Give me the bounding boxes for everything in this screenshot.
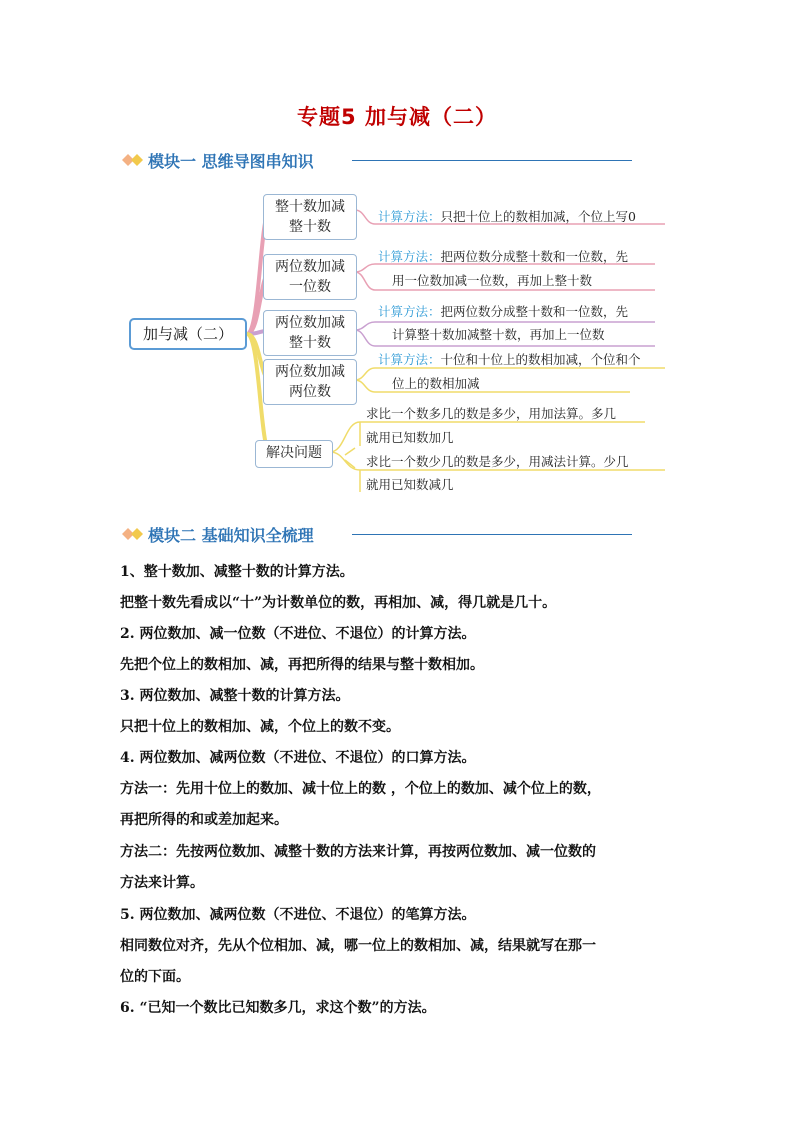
mind-map-leaf: 计算方法：把两位数分成整十数和一位数，先: [378, 304, 629, 319]
mind-map-leaf: 计算方法：只把十位上的数相加减，个位上写0: [378, 209, 636, 224]
mind-map-leaf: 计算方法：十位和十位上的数相加减，个位和个: [378, 352, 641, 367]
module-heading-2: [122, 522, 632, 548]
heading-rule: [352, 160, 632, 161]
text-line: 5. 两位数加、减两位数（不进位、不退位）的笔算方法。: [120, 907, 476, 923]
text-line: 2. 两位数加、减一位数（不进位、不退位）的计算方法。: [120, 626, 476, 642]
text-line: 6. “已知一个数比已知数多几，求这个数”的方法。: [120, 1000, 436, 1016]
mind-map: [120, 190, 680, 502]
module-heading-text: 模块一 思维导图串知识: [148, 152, 314, 171]
diamond-icon: [122, 526, 146, 542]
text-line: 1、整十数加、减整十数的计算方法。: [120, 564, 354, 580]
text-line: 方法二：先按两位数加、减整十数的方法来计算，再按两位数加、减一位数的: [120, 844, 596, 860]
mind-map-node-3: 两位数加减 整十数: [263, 310, 357, 356]
mind-map-root: 加与减（二）: [129, 318, 247, 350]
text-line: 4. 两位数加、减两位数（不进位、不退位）的口算方法。: [120, 750, 476, 766]
diamond-icon: [122, 152, 146, 168]
module-heading-1: [122, 148, 632, 174]
heading-rule: [352, 534, 632, 535]
mind-map-node-5: 解决问题: [255, 440, 333, 468]
mind-map-leaf: 就用已知数加几: [366, 430, 454, 445]
module-heading-text: 模块二 基础知识全梳理: [148, 526, 314, 545]
text-line: 方法来计算。: [120, 875, 204, 891]
text-line: 再把所得的和或差加起来。: [120, 812, 288, 828]
text-line: 把整十数先看成以“十”为计数单位的数，再相加、减，得几就是几十。: [120, 595, 557, 611]
mind-map-node-1: 整十数加减 整十数: [263, 194, 357, 240]
mind-map-leaf: 求比一个数多几的数是多少，用加法算。多几: [366, 406, 617, 421]
mind-map-node-4: 两位数加减 两位数: [263, 359, 357, 405]
page-title: 专题5 加与减（二）: [297, 105, 497, 129]
mind-map-leaf: 计算整十数加减整十数，再加上一位数: [392, 327, 605, 342]
mind-map-leaf: 计算方法：把两位数分成整十数和一位数，先: [378, 249, 629, 264]
text-line: 3. 两位数加、减整十数的计算方法。: [120, 688, 350, 704]
text-line: 只把十位上的数相加、减，个位上的数不变。: [120, 719, 400, 735]
text-line: 相同数位对齐，先从个位相加、减，哪一位上的数相加、减，结果就写在那一: [120, 938, 596, 954]
mind-map-leaf: 用一位数加减一位数，再加上整十数: [392, 273, 593, 288]
text-line: 先把个位上的数相加、减，再把所得的结果与整十数相加。: [120, 657, 484, 673]
mind-map-leaf: 就用已知数减几: [366, 477, 454, 492]
mind-map-leaf: 求比一个数少几的数是多少，用减法计算。少几: [366, 454, 629, 469]
text-line: 方法一：先用十位上的数加、减十位上的数 ，个位上的数加、减个位上的数，: [120, 781, 601, 797]
text-line: 位的下面。: [120, 969, 190, 985]
mind-map-leaf: 位上的数相加减: [392, 376, 480, 391]
mind-map-node-2: 两位数加减 一位数: [263, 254, 357, 300]
